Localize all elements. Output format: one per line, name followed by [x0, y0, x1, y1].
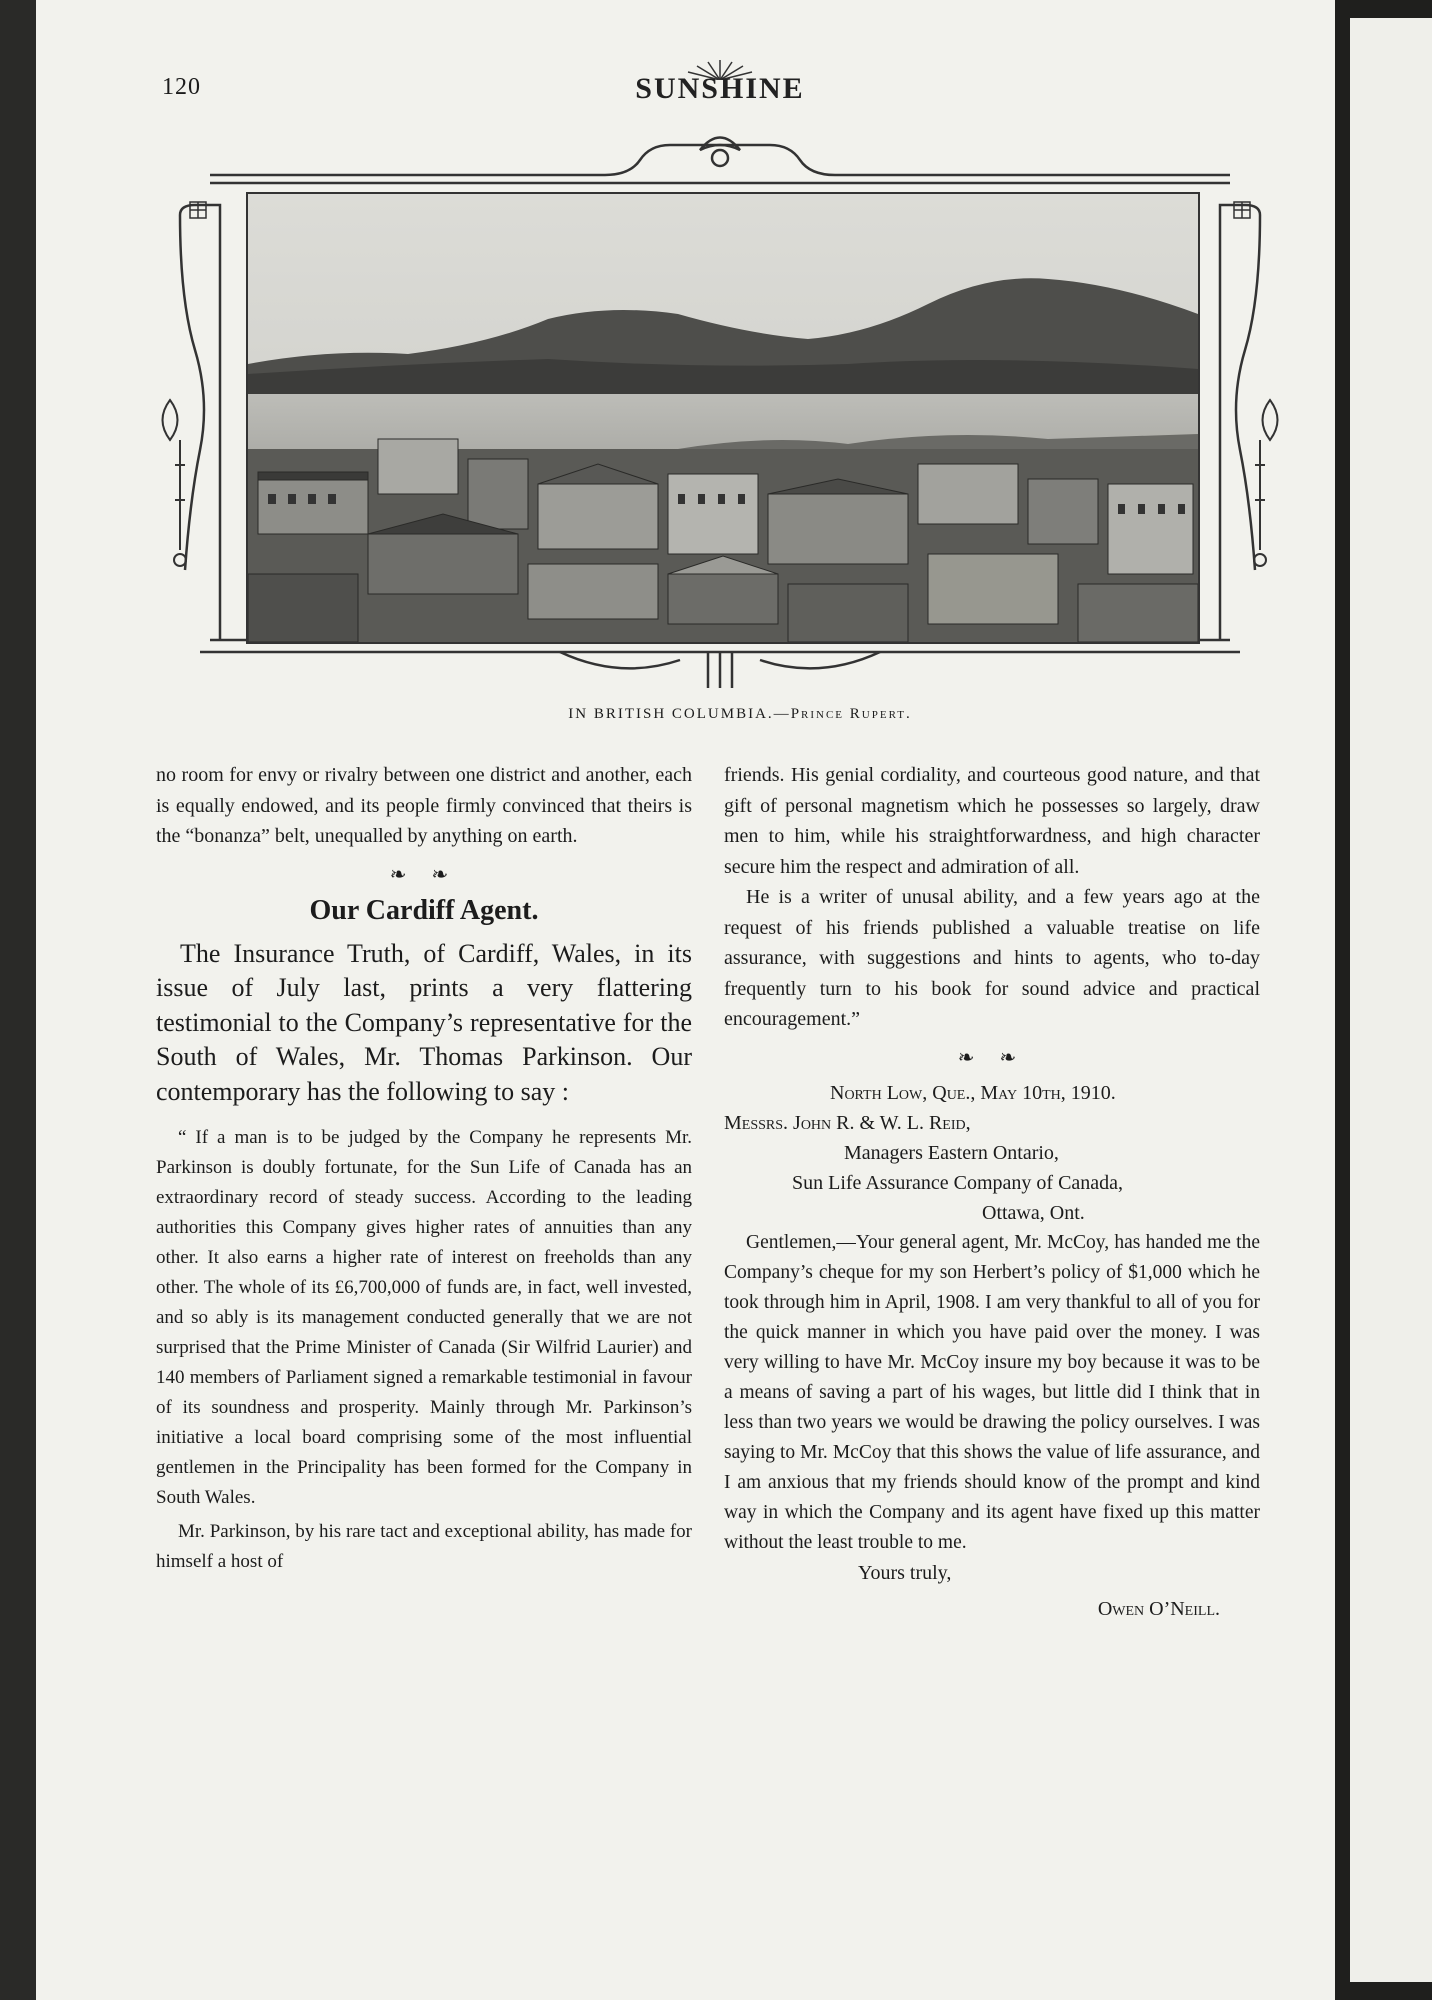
caption-lead: IN BRITISH COLUMBIA.—	[568, 706, 791, 722]
photograph-prince-rupert	[246, 192, 1200, 644]
scan-left-edge	[0, 0, 36, 2000]
quoted-testimonial: “ If a man is to be judged by the Company he represents Mr. Parkinson is doubly fortunate, for the Sun Life of Canada has an extraordinary record of steady success. According to the leading authorities this Company gives higher rates of annuities than any other. It also earns a higher rate of interest on freeholds than any other. The whole of its £6,700,000 of funds are, in fact, well invested, and so ably is its management conducted generally that we are not surprised that the Prime Minister of Canada (Sir Wilfrid Laurier) and 140 members of Parliament signed a remarkable testimonial in favour of its soundness and prosperity. Mainly through Mr. Parkinson’s initiative a local board comprising some of the most influential gentlemen in the Principality has been formed for the Company in South Wales.	[156, 1127, 692, 1508]
letter-dateline: North Low, Que., May 10th, 1910.	[830, 1081, 1116, 1104]
continuation-paragraph-right: friends. His genial cordiality, and courteous good nature, and that gift of personal magnetism which he possesses so largely, draw men to him, while his straightforwardness, and high character secure him the respect and admiration of all.	[724, 764, 1260, 878]
left-column	[156, 760, 692, 1577]
masthead: SUNSHINE	[635, 72, 805, 105]
letter-addressee: Messrs. John R. & W. L. Reid,	[724, 1111, 971, 1134]
harbour-town-photo	[248, 194, 1198, 642]
caption-place: Prince Rupert.	[790, 706, 912, 722]
right-column	[724, 760, 1260, 1624]
writer-paragraph: He is a writer of unusal ability, and a few years ago at the request of his friends published a valuable treatise on life assurance, with suggestions and hints to agents, who to-day frequently turn to his book for sound advice and practical encouragement.”	[724, 886, 1260, 1030]
letter-city: Ottawa, Ont.	[982, 1201, 1085, 1224]
section-ornament-right: ❧ ❧	[957, 1046, 1027, 1069]
photo-caption	[300, 706, 1180, 723]
article-lead: The Insurance Truth, of Cardiff, Wales, in its issue of July last, prints a very flattering testimonial to the Company’s representative for the South of Wales, Mr. Thomas Parkinson. Our contemporary has the following to say :	[156, 938, 692, 1106]
letter-company: Sun Life Assurance Company of Canada,	[792, 1171, 1124, 1194]
letter-closing: Yours truly,	[858, 1561, 952, 1584]
continuation-paragraph: no room for envy or rivalry between one district and another, each is equally endowed, and its people firmly convinced that theirs is the “bonanza” belt, unequalled by anything on earth.	[156, 764, 692, 847]
letter-addressee-title: Managers Eastern Ontario,	[844, 1141, 1059, 1164]
page-number: 120	[162, 74, 201, 100]
letter-signature: Owen O’Neill.	[1097, 1597, 1220, 1620]
section-ornament: ❧ ❧	[389, 863, 459, 886]
article-heading: Our Cardiff Agent.	[309, 894, 539, 926]
quoted-testimonial-continued: Mr. Parkinson, by his rare tact and exceptional ability, has made for himself a host of	[156, 1521, 692, 1572]
letter-body: Gentlemen,—Your general agent, Mr. McCoy, has handed me the Company’s cheque for my son Herbert’s policy of $1,000 which he took through him in April, 1908. I am very thankful to all of you for the quick manner in which you have paid over the money. I was very willing to have Mr. McCoy insure my boy because it was to be a means of saving a part of his wages, but little did I think that in less than two years we would be drawing the policy ourselves. I was saying to Mr. McCoy that this shows the value of life assurance, and I am anxious that my friends should know of the prompt and kind way in which the Company and its agent have fixed up this matter without the least trouble to me.	[724, 1231, 1260, 1553]
facing-page-edge	[1350, 18, 1432, 1982]
